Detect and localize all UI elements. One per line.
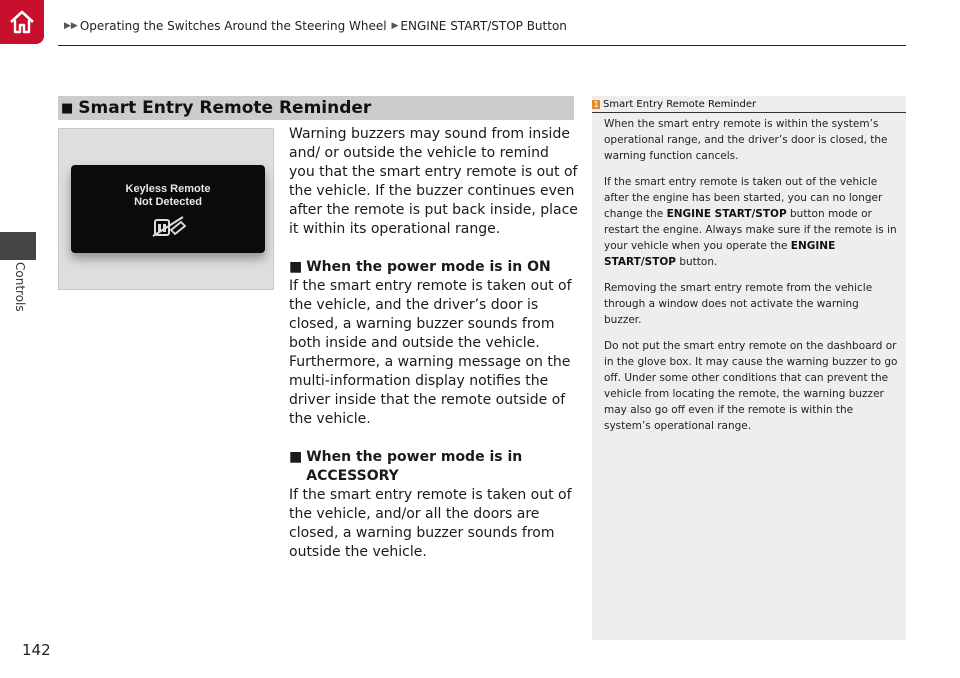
button-name: ENGINE START/STOP [604, 240, 836, 268]
button-name: ENGINE START/STOP [666, 208, 787, 220]
remote-not-detected-icon [147, 214, 189, 240]
subheading-power-on [289, 258, 579, 277]
note-text: button. [676, 256, 718, 268]
breadcrumb-arrow-icon: ▶ [388, 21, 399, 31]
display-message [71, 183, 265, 209]
display-message-line-2: Not Detected [134, 196, 202, 208]
note-paragraph [604, 174, 898, 270]
main-content [289, 125, 579, 562]
chapter-tab[interactable] [0, 232, 36, 260]
subheading-accessory [289, 448, 579, 486]
subheading-square-icon: ■ [289, 449, 303, 465]
subheading-accessory-text: When the power mode is in ACCESSORY [306, 449, 523, 484]
note-title [592, 96, 906, 113]
display-illustration [58, 128, 274, 290]
subheading-square-icon: ■ [289, 259, 303, 275]
intro-paragraph: Warning buzzers may sound from inside and/ or outside the vehicle to remind you that the smart entry remote is out of the vehicle. If the buzzer continues even after the remote is put back inside, place it within its operational range. [289, 126, 578, 237]
note-title-text: Smart Entry Remote Reminder [603, 98, 757, 110]
display-message-line-1: Keyless Remote [125, 183, 211, 195]
section-square-icon: ■ [61, 100, 74, 116]
home-button[interactable] [0, 0, 44, 44]
note-paragraph: Do not put the smart entry remote on the dashboard or in the glove box. It may cause the warning buzzer to go off. Under some other conditions that can prevent the vehicle from locating the remote, the warning buzzer may also go off even if the remote is within the system’s operational range. [604, 340, 898, 432]
note-paragraph: Removing the smart entry remote from the vehicle through a window does not activate the warning buzzer. [604, 282, 873, 326]
breadcrumb-item-engine-start-stop[interactable]: ENGINE START/STOP Button [400, 19, 567, 33]
breadcrumb [62, 19, 567, 33]
accessory-paragraph: If the smart entry remote is taken out of the vehicle, and/or all the doors are closed, a warning buzzer sounds from outside the vehicle. [289, 487, 572, 560]
note-marker-icon: 1 [593, 99, 599, 109]
note-body [604, 116, 898, 444]
breadcrumb-item-operating-switches[interactable]: Operating the Switches Around the Steering Wheel [79, 19, 387, 33]
page-number: 142 [22, 641, 51, 659]
section-header [58, 96, 574, 120]
section-title: Smart Entry Remote Reminder [78, 98, 372, 118]
subheading-power-on-text: When the power mode is in ON [306, 259, 551, 275]
note-text: If the smart entry remote is taken out of the vehicle after the engine has been started, you can no longer change the [604, 176, 883, 220]
breadcrumb-arrow-icon: ▶▶ [64, 21, 78, 31]
note-paragraph: When the smart entry remote is within the system’s operational range, and the driver’s door is closed, the warning function cancels. [604, 118, 888, 162]
header-divider [58, 45, 906, 46]
home-icon [7, 7, 37, 37]
note-sidebar [592, 96, 906, 640]
multi-information-display [71, 165, 265, 253]
power-on-paragraph: If the smart entry remote is taken out of the vehicle, and the driver’s door is closed, a warning buzzer sounds from both inside and outside the vehicle. Furthermore, a warning message on the multi-information display notifies the driver inside that the remote outside of the vehicle. [289, 278, 572, 427]
note-text: button mode or restart the engine. Always make sure if the remote is in your vehicle when you operate the [604, 208, 897, 252]
chapter-tab-label: Controls [13, 262, 27, 312]
